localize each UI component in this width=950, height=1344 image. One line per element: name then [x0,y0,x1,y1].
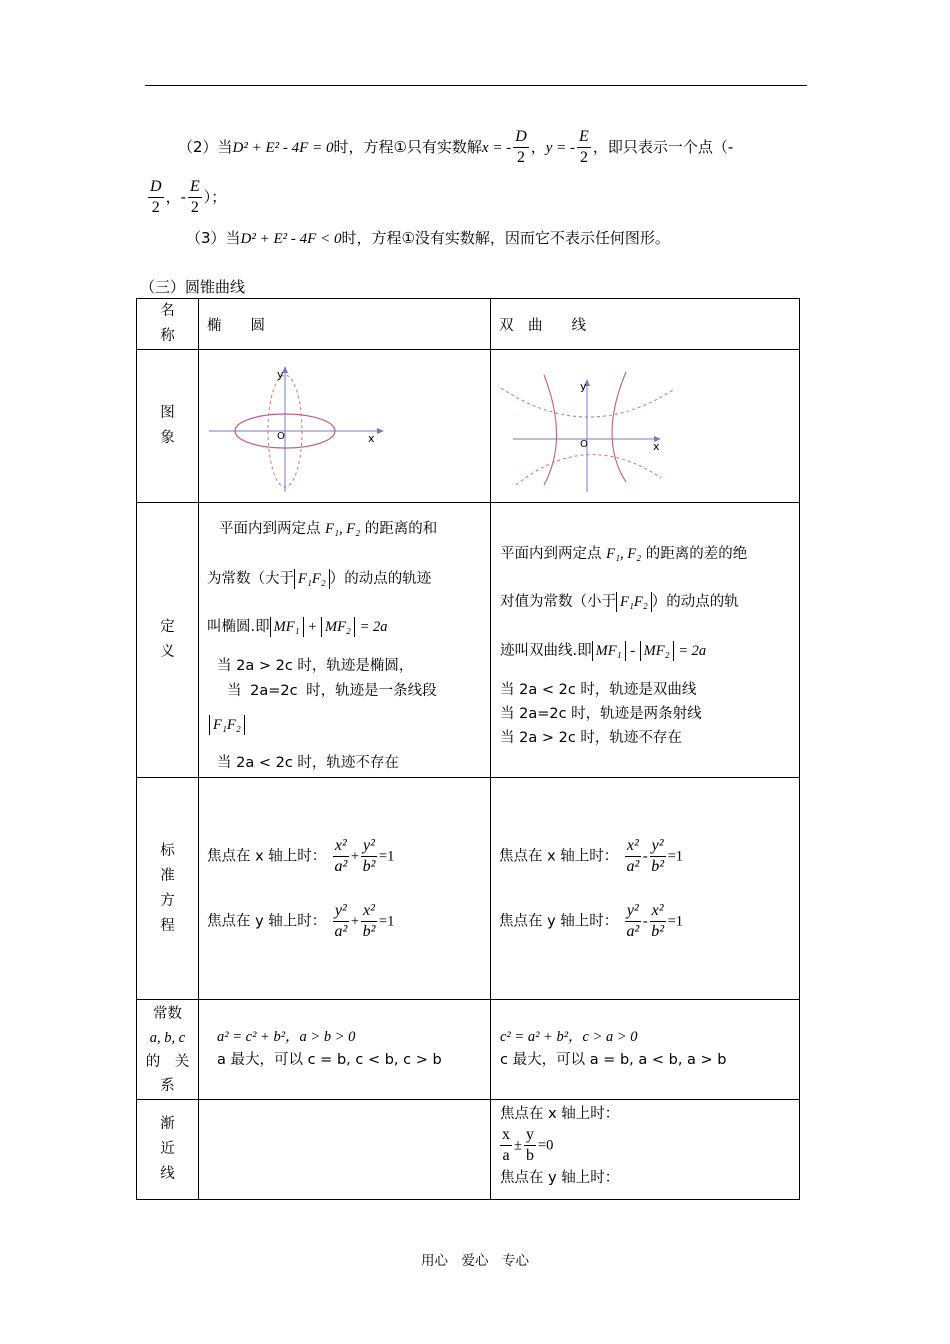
frac-x2-a2 [625,837,641,876]
hyper-const-content [491,1000,799,1072]
text: ）的动点的轨 [651,594,739,610]
math-f1f2: F₁, F₂ [606,546,642,562]
text: 对值为常数（小于 [500,594,616,610]
item2-condition: D² + E² - 4F = 0 [232,140,334,156]
hyper-def-p2 [500,592,739,612]
frac-y2-a2 [333,902,349,941]
frac-den: b² [651,857,665,875]
const-label-cell [137,1000,199,1100]
std-label [158,839,178,939]
item2-middle: 时，方程①只有实数解 [333,138,482,156]
frac-d-over-2 [513,128,529,167]
item2-prefix: （2）当 [178,138,233,156]
text: 的距离的差的绝 [645,546,748,562]
item2-suffix: ，即只表示一个点（- [592,138,734,156]
ellipse-case-2: 当 2a=2c 时，轨迹是一条线段 [227,683,437,699]
ellipse-case-3: 当 2a < 2c 时，轨迹不存在 [217,755,399,771]
ellipse-std-content [199,837,490,941]
frac-num: y² [333,902,349,922]
frac-e-over-2 [577,128,591,167]
frac-x2-a2 [333,837,349,876]
hyper-const-cell [491,1000,800,1100]
section-title: （三）圆锥曲线 [140,278,246,296]
text: 迹叫双曲线.即 [500,643,592,659]
math-op: - [642,848,648,864]
axis-x-label: x [653,440,660,453]
math-eq: = 2a [359,619,388,635]
math-abs-f1f2: F₁F₂ [616,592,652,612]
hyperbola-def-cell [491,503,800,778]
frac-den: a [502,1147,510,1164]
std-label-cell [137,778,199,1000]
math-eq: =1 [667,848,684,864]
text: 平面内到两定点 [500,546,602,562]
ellipse-std-x [207,837,482,876]
hyper-std-x [499,837,791,876]
ellipse-def-content [199,503,490,777]
vertical-label-char: 渐 [160,1116,175,1132]
frac-num: E [188,178,202,198]
origin-label: O [277,431,285,442]
frac-num: x [500,1126,512,1146]
vertical-label-char: 象 [160,430,175,446]
x-arrow-icon [377,428,384,434]
hyperbola-graph-cell [491,350,800,503]
text: 焦点在 x 轴上时： [499,848,619,864]
ellipse-case-2-seg [209,715,245,735]
ellipse-def-p3 [207,617,388,637]
comma: ， [530,138,546,156]
item2-point-line [146,178,226,217]
math-mf1: MF₁ [270,617,304,637]
header-rule [145,85,807,86]
hyper-asym-cell [491,1100,800,1200]
page-footer: 用心 爱心 专心 [421,1253,529,1269]
text: 焦点在 x 轴上时： [207,848,327,864]
hyperbola-std-cell [491,778,800,1000]
vertical-label-char: 义 [160,644,175,660]
math-plus: + [308,619,317,635]
frac-y-b [524,1126,536,1165]
frac-y2-a2 [625,902,641,941]
math-eq: = 2a [678,643,707,659]
math-abs-f1f2: F₁F₂ [294,569,330,589]
math-mf2: MF₂ [321,617,355,637]
math-mf1: MF₁ [592,641,626,661]
ellipse-graph [199,350,489,498]
hyper-asym-content [491,1100,799,1189]
ellipse-const-l2: a 最大，可以 c = b, c < b, c > b [217,1052,442,1068]
frac-num: x² [333,837,349,857]
frac-num: y² [625,902,641,922]
math-op: + [350,913,360,929]
asym-x-text: 焦点在 x 轴上时： [500,1106,620,1122]
frac-num: y² [361,837,377,857]
vertical-label-char: 线 [160,1166,175,1182]
hyper-def-p1 [500,544,747,564]
frac-den: 2 [151,199,160,216]
frac-den: b² [651,922,665,940]
hyper-case-3: 当 2a > 2c 时，轨迹不存在 [500,730,682,746]
vertical-label-char: 定 [160,619,175,635]
standard-equation-row [137,778,800,1000]
ellipse-case-1: 当 2a > 2c 时，轨迹是椭圆， [217,658,414,674]
def-label-cell [137,503,199,778]
ellipse-const-cell [199,1000,491,1100]
vertical-label-char: 程 [160,917,175,934]
const-label-abc: a, b, c [149,1029,186,1046]
graph-label-cell [137,350,199,503]
math-abs-seg: F₁F₂ [209,715,245,735]
frac-den: 2 [579,149,588,166]
frac-den: b [525,1147,534,1164]
text: 的距离的和 [364,521,438,537]
hyperbola-right-branch [612,372,626,482]
ellipse-asym-cell [199,1100,491,1200]
frac-num: x² [650,902,666,922]
item3-prefix: （3）当 [186,229,241,247]
point-close: ）； [203,188,227,206]
math-op: - [642,913,648,929]
frac-x2-b2 [361,902,377,941]
axis-y-label: y [580,380,587,393]
asym-label-cell [137,1100,199,1200]
vertical-label-char: 称 [160,328,175,344]
vertical-label-char: 图 [160,405,175,421]
vertical-label-char: 方 [160,892,175,909]
ellipse-const-content [199,1000,490,1072]
item3-line [186,227,670,248]
ellipse-std-cell [199,778,491,1000]
asym-y-text: 焦点在 y 轴上时： [500,1170,620,1186]
math-op: + [350,848,360,864]
header-ellipse-cell [199,299,491,350]
point-sep: ，- [165,188,186,206]
graph-row [137,350,800,503]
header-row [137,299,800,350]
origin-label: O [580,439,588,450]
vertical-label-char: 近 [160,1141,175,1157]
axis-x-label: x [368,432,375,445]
math-mf2: MF₂ [640,641,674,661]
asym-equation [500,1126,799,1165]
frac-num: D [513,128,529,148]
frac-den: b² [362,922,376,940]
frac-d-over-2-b [148,178,164,217]
text: ）的动点的轨迹 [329,571,432,587]
frac-den: b² [362,857,376,875]
text: 平面内到两定点 [219,521,321,537]
hyperbola-def-content [491,503,799,777]
frac-x-a [500,1126,512,1165]
header-hyperbola-cell [491,299,800,350]
frac-y2-b2 [361,837,377,876]
const-label-rel2: 系 [160,1077,175,1094]
frac-den: a² [334,922,348,940]
header-ellipse: 椭 圆 [207,317,265,334]
frac-den: 2 [190,199,199,216]
header-label [158,299,178,349]
const-label-rel1: 的 关 [145,1053,190,1070]
math-eq: =1 [378,848,395,864]
ellipse-def-cell [199,503,491,778]
frac-num: E [577,128,591,148]
def-label [158,615,178,665]
frac-num: y² [650,837,666,857]
frac-num: D [148,178,164,198]
vertical-label-char: 准 [160,867,175,884]
math-pm: ± [514,1137,522,1154]
ellipse-def-p2 [207,569,431,589]
text: 叫椭圆.即 [207,619,270,635]
axis-y-label: y [277,368,284,381]
ellipse-graph-cell [199,350,491,503]
constants-row [137,1000,800,1100]
frac-num: x² [625,837,641,857]
hyper-std-y [499,902,791,941]
conic-table [136,298,800,1200]
vertical-label-char: 标 [160,842,175,859]
conjugate-bottom-branch [516,455,661,485]
frac-y2-b2 [650,837,666,876]
text: 焦点在 y 轴上时： [499,913,619,929]
item2-line [178,128,733,167]
asymptote-row [137,1100,800,1200]
hyperbola-left-branch [544,375,557,485]
frac-x2-b2 [650,902,666,941]
ellipse-def-p1 [219,519,437,539]
frac-den: a² [626,922,640,940]
ellipse-const-l1: a² = c² + b²，a > b > 0 [217,1029,356,1045]
header-label-cell [137,299,199,350]
math-minus: - [630,643,636,659]
definition-row [137,503,800,778]
hyper-const-l1: c² = a² + b²，c > a > 0 [500,1029,638,1045]
hyper-const-l2: c 最大，可以 a = b, a < b, a > b [500,1052,727,1068]
vertical-label-char: 名 [160,303,175,319]
item2-x-eq: x = - [481,140,512,156]
text: 焦点在 y 轴上时： [207,913,327,929]
hyper-def-p3 [500,641,706,661]
graph-label [158,401,178,451]
frac-num: y [524,1126,536,1146]
hyper-case-2: 当 2a=2c 时，轨迹是两条射线 [500,706,702,722]
hyperbola-graph [491,350,798,498]
item3-suffix: 时，方程①没有实数解，因而它不表示任何图形。 [341,229,670,247]
asym-label [158,1112,178,1187]
const-label-top: 常数 [153,1005,182,1022]
frac-den: a² [334,857,348,875]
ellipse-std-y [207,902,482,941]
math-eq: =1 [378,913,395,929]
hyper-std-content [491,837,799,941]
header-hyperbola: 双 曲 线 [499,317,586,334]
math-eq: =1 [667,913,684,929]
item2-y-eq: y = - [545,140,576,156]
frac-num: x² [361,902,377,922]
math-eq: =0 [537,1137,554,1154]
frac-e-over-2-b [188,178,202,217]
text: 为常数（大于 [207,571,294,587]
frac-den: 2 [516,149,525,166]
math-f1f2: F₁, F₂ [325,521,361,537]
frac-den: a² [626,857,640,875]
item3-condition: D² + E² - 4F < 0 [240,231,342,247]
hyper-case-1: 当 2a < 2c 时，轨迹是双曲线 [500,682,697,698]
